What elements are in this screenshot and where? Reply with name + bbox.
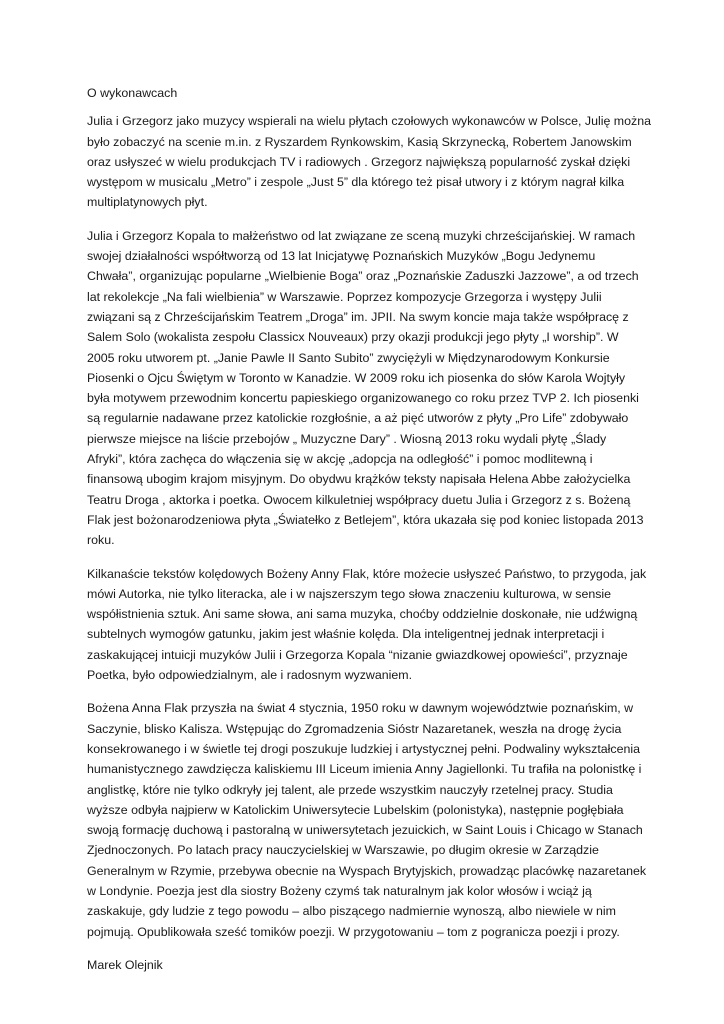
text-line: pojmują. Opublikowała sześć tomików poezji. W przygotowaniu – tom z pogranicza poezji i prozy. xyxy=(87,924,620,939)
text-line: multiplatynowych płyt. xyxy=(87,195,208,210)
text-line: pierwsze miejsce na liście przebojów „ Muzyczne Dary” . Wiosną 2013 roku wydali płytę „Ślady xyxy=(87,431,607,446)
text-line: konsekrowanego i w świetle tej drogi poszukuje ludzkiej i artystycznej pełni. Podwaliny wykształcenia xyxy=(87,741,641,756)
text-line: w Londynie. Poezja jest dla siostry Bożeny czymś tak naturalnym jak kolor włosów i wciąż ją xyxy=(87,883,592,898)
text-line: finansową ubogim krajom misyjnym. Do obydwu krążków teksty napisała Helena Abbe założycielka xyxy=(87,472,631,487)
text-line: współistnienia sztuk. Ani same słowa, ani sama muzyka, choćby oddzielnie doskonałe, nie udźwigną xyxy=(87,607,638,622)
text-line: Chwała”, organizując popularne „Wielbienie Boga” oraz „Poznańskie Zaduszki Jazzowe”, a od trzech xyxy=(87,269,639,284)
text-line: są regularnie nadawane przez katolickie rozgłośnie, a aż pięć utworów z płyty „Pro Life” zdobywało xyxy=(87,411,629,426)
text-line: subtelnych wymogów gatunku, jakim jest właśnie kolęda. Dla inteligentnej jednak interpretacji i xyxy=(87,627,605,642)
text-line: anglistkę, które nie tylko odkryły jej talent, ale przede wszystkim nauczyły rzetelnej pracy. Studia xyxy=(87,782,613,797)
document-heading: O wykonawcach xyxy=(87,86,178,100)
text-line: wyższe odbyła najpierw w Katolickim Uniwersytecie Lubelskim (polonistyka), następnie pogłębiała xyxy=(87,802,624,817)
text-line: Zjednoczonych. Po latach pracy nauczycielskiej w Warszawie, po długim okresie w Zarządzie xyxy=(87,843,599,858)
text-line: Piosenki o Ojcu Świętym w Toronto w Kanadzie. W 2009 roku ich piosenka do słów Karola Wojtyły xyxy=(87,370,626,385)
text-line: roku. xyxy=(87,533,115,548)
text-line: było zobaczyć na scenie m.in. z Ryszardem Rynkowskim, Kasią Skrzynecką, Robertem Janowskim xyxy=(87,134,632,149)
text-line: Saczynie, blisko Kalisza. Wstępując do Zgromadzenia Sióstr Nazaretanek, weszła na drogę życia xyxy=(87,721,622,736)
text-line: 2005 roku utworem pt. „Janie Pawle II Santo Subito” zwyciężyli w Międzynarodowym Konkursie xyxy=(87,350,610,365)
document-body xyxy=(87,83,651,975)
text-line: była motywem przewodnim koncertu papieskiego organizowanego co roku przez TVP 2. Ich piosenki xyxy=(87,391,639,406)
text-line: związani są z Chrześcijańskim Teatrem „Droga” im. JPII. Na swym koncie maja także współpracę z xyxy=(87,309,629,324)
text-line: swojej działalności współtworzą od 13 lat Inicjatywę Poznańskich Muzyków „Bogu Jedynemu xyxy=(87,249,596,264)
text-line: Teatru Droga , aktorka i poetka. Owocem kilkuletniej współpracy duetu Julia i Grzegorz z s. Bożeną xyxy=(87,492,631,507)
paragraph xyxy=(87,698,647,942)
text-line: występom w musicalu „Metro” i zespole „Just 5” dla którego też pisał utwory i z którym nagrał kilka xyxy=(87,175,625,190)
text-line: Salem Solo (wokalista zespołu Classicx Nouveaux) przy okazji produkcji jego płyty „I worship”. W xyxy=(87,330,619,345)
signature: Marek Olejnik xyxy=(87,957,163,972)
text-line: Poetka, było odpowiedzialnym, ale i radosnym wyzwaniem. xyxy=(87,668,413,683)
text-line: zaskakuje, gdy ludzie z tego powodu – albo piszącego nadmiernie wynoszą, albo niewiele w nim xyxy=(87,904,616,919)
text-line: lat rekolekcje „Na fali wielbienia” w Warszawie. Poprzez kompozycje Grzegorza i występy Julii xyxy=(87,289,602,304)
text-line: Kilkanaście tekstów kolędowych Bożeny Anny Flak, które możecie usłyszeć Państwo, to przygoda, jak xyxy=(87,566,647,581)
text-line: mówi Autorka, nie tylko literacka, ale i w najszerszym tego słowa znaczeniu kulturowa, w sensie xyxy=(87,586,612,601)
text-line: oraz usłyszeć w wielu produkcjach TV i radiowych . Grzegorz największą popularność zyskał dzięki xyxy=(87,154,631,169)
text-line: Julia i Grzegorz Kopala to małżeństwo od lat związane ze sceną muzyki chrześcijańskiej. W ramach xyxy=(87,228,636,243)
text-line: Flak jest bożonarodzeniowa płyta „Światełko z Betlejem”, która ukazała się pod koniec listopada 2013 xyxy=(87,512,644,527)
text-line: humanistycznego zawdzięcza kaliskiemu III Liceum imienia Anny Jagiellonki. Tu trafiła na polonistkę i xyxy=(87,762,642,777)
text-line: Afryki”, która zachęca do włączenia się w akcję „adopcja na odległość” i pomoc modlitewną i xyxy=(87,452,593,467)
text-line: Bożena Anna Flak przyszła na świat 4 stycznia, 1950 roku w dawnym województwie poznańskim, w xyxy=(87,701,634,716)
paragraph xyxy=(87,564,647,686)
text-line: zaskakującej intuicji muzyków Julii i Grzegorza Kopala “nizanie gwiazdkowej opowieści”, przyznaje xyxy=(87,647,628,662)
text-line: Generalnym w Rzymie, przebywa obecnie na Wyspach Brytyjskich, prowadząc placówkę nazaretanek xyxy=(87,863,647,878)
paragraphs-container xyxy=(87,111,651,942)
text-line: Julia i Grzegorz jako muzycy wspierali na wielu płytach czołowych wykonawców w Polsce, Julię można xyxy=(87,114,651,129)
paragraph xyxy=(87,226,647,551)
paragraph xyxy=(87,111,651,212)
text-line: swoją formację duchową i pastoralną w uniwersytetach jezuickich, w Saint Louis i Chicago w Stanach xyxy=(87,823,643,838)
